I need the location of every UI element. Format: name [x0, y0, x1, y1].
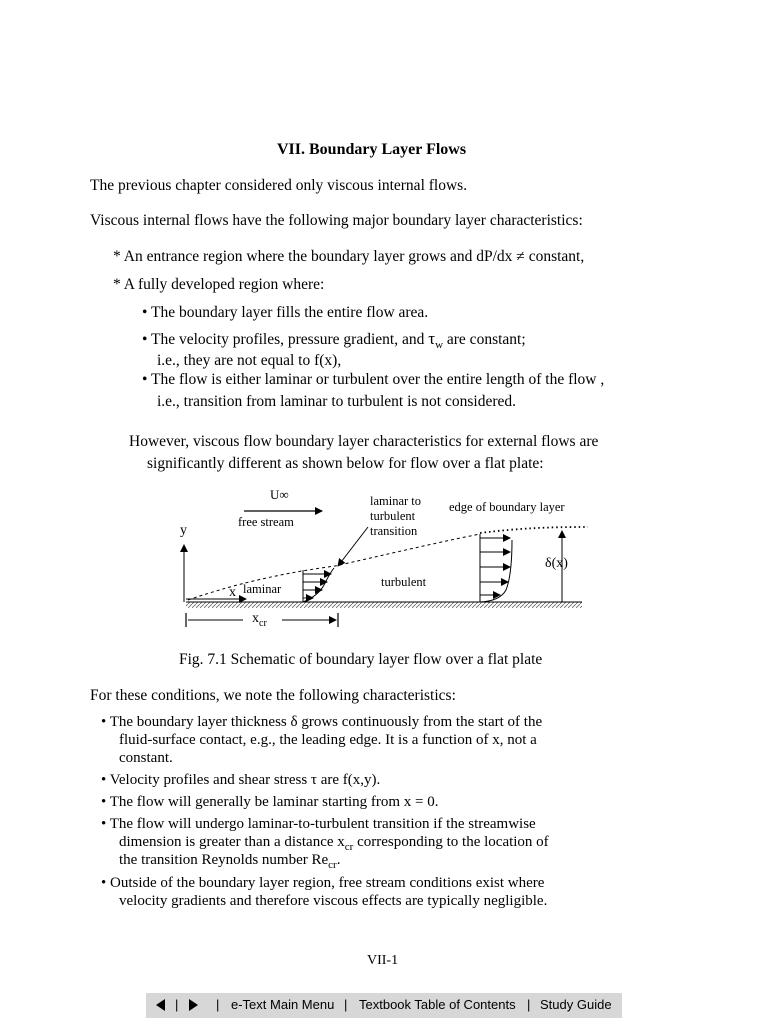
ext-bullet-3: • The flow will generally be laminar starting from x = 0.	[101, 794, 439, 810]
ext-bullet-4-line-2-end: corresponding to the location of	[353, 834, 549, 850]
internal-bullet-3-continued: i.e., transition from laminar to turbulent is not considered.	[157, 393, 517, 410]
xcr-subscript: cr	[259, 618, 267, 629]
internal-bullet-2-continued: i.e., they are not equal to f(x),	[157, 352, 342, 369]
internal-bullet-3: • The flow is either laminar or turbulent over the entire length of the flow ,	[142, 371, 605, 388]
conditions-intro: For these conditions, we note the following characteristics:	[90, 687, 456, 704]
xcr-label	[252, 611, 267, 629]
flat-plate	[186, 602, 582, 608]
nav-separator: |	[344, 997, 348, 1012]
ext-bullet-5-line-1: • Outside of the boundary layer region, free stream conditions exist where	[101, 875, 545, 891]
transition-label: transition	[370, 524, 418, 538]
intro-paragraph-1: The previous chapter considered only viscous internal flows.	[90, 177, 468, 194]
ext-bullet-4-line-3-text: the transition Reynolds number Re	[119, 852, 329, 868]
e-text-main-menu-link[interactable]: e-Text Main Menu	[231, 997, 335, 1012]
however-line-1: However, viscous flow boundary layer characteristics for external flows are	[129, 433, 599, 450]
turbulent-velocity-profile	[480, 540, 512, 602]
next-page-icon[interactable]	[189, 999, 198, 1011]
internal-bullet-1: • The boundary layer fills the entire flow area.	[142, 304, 429, 321]
turbulent-word-label: turbulent	[370, 509, 416, 523]
however-line-2: significantly different as shown below for flow over a flat plate:	[147, 455, 544, 472]
ext-bullet-2: • Velocity profiles and shear stress τ are f(x,y).	[101, 772, 381, 788]
ext-bullet-4-line-3	[119, 851, 340, 874]
laminar-velocity-profile	[303, 568, 334, 602]
entrance-region-item: * An entrance region where the boundary layer grows and dP/dx ≠ constant,	[113, 248, 585, 265]
boundary-layer-edge-dotted	[480, 527, 588, 533]
page-title: VII. Boundary Layer Flows	[277, 141, 467, 158]
ext-bullet-1-line-3: constant.	[119, 750, 173, 766]
internal-bullet-2-end: are constant;	[443, 331, 526, 348]
ext-bullet-4-line-3-end: .	[336, 852, 341, 868]
x-axis-label: x	[229, 585, 236, 600]
page-number: VII-1	[367, 953, 399, 968]
nav-separator: |	[175, 997, 179, 1012]
u-infinity-label: U∞	[270, 487, 289, 502]
y-axis-label: y	[180, 523, 187, 538]
ext-bullet-5-line-2: velocity gradients and therefore viscous effects are typically negligible.	[119, 893, 548, 909]
study-guide-link[interactable]: Study Guide	[540, 997, 612, 1012]
navigation-bar	[146, 993, 622, 1018]
figure-caption: Fig. 7.1 Schematic of boundary layer flow over a flat plate	[179, 651, 543, 668]
intro-paragraph-2: Viscous internal flows have the following major boundary layer characteristics:	[90, 212, 583, 229]
ext-bullet-1-line-2: fluid-surface contact, e.g., the leading edge. It is a function of x, not a	[119, 732, 537, 748]
re-cr-subscript: cr	[328, 859, 337, 871]
edge-of-boundary-layer-label: edge of boundary layer	[449, 500, 565, 514]
turbulent-region-label: turbulent	[381, 575, 427, 589]
previous-page-icon[interactable]	[156, 999, 165, 1011]
tau-subscript: w	[435, 339, 444, 351]
nav-separator: |	[216, 997, 220, 1012]
ext-bullet-1-line-1: • The boundary layer thickness δ grows continuously from the start of the	[101, 714, 543, 730]
tau-symbol: τ	[428, 329, 436, 348]
xcr-text-subscript: cr	[344, 841, 354, 853]
transition-pointer	[338, 527, 368, 566]
internal-bullet-2-text: • The velocity profiles, pressure gradient, and	[142, 331, 429, 348]
delta-label: δ(x)	[545, 556, 568, 571]
laminar-region-label: laminar	[243, 582, 282, 596]
textbook-table-of-contents-link[interactable]: Textbook Table of Contents	[359, 997, 516, 1012]
xcr-x: x	[252, 611, 259, 626]
fully-developed-item: * A fully developed region where:	[113, 276, 325, 293]
laminar-to-label: laminar to	[370, 494, 422, 508]
nav-separator: |	[527, 997, 531, 1012]
ext-bullet-4-line-2-text: dimension is greater than a distance x	[119, 834, 345, 850]
ext-bullet-4-line-1: • The flow will undergo laminar-to-turbulent transition if the streamwise	[101, 816, 536, 832]
free-stream-label: free stream	[238, 515, 294, 529]
